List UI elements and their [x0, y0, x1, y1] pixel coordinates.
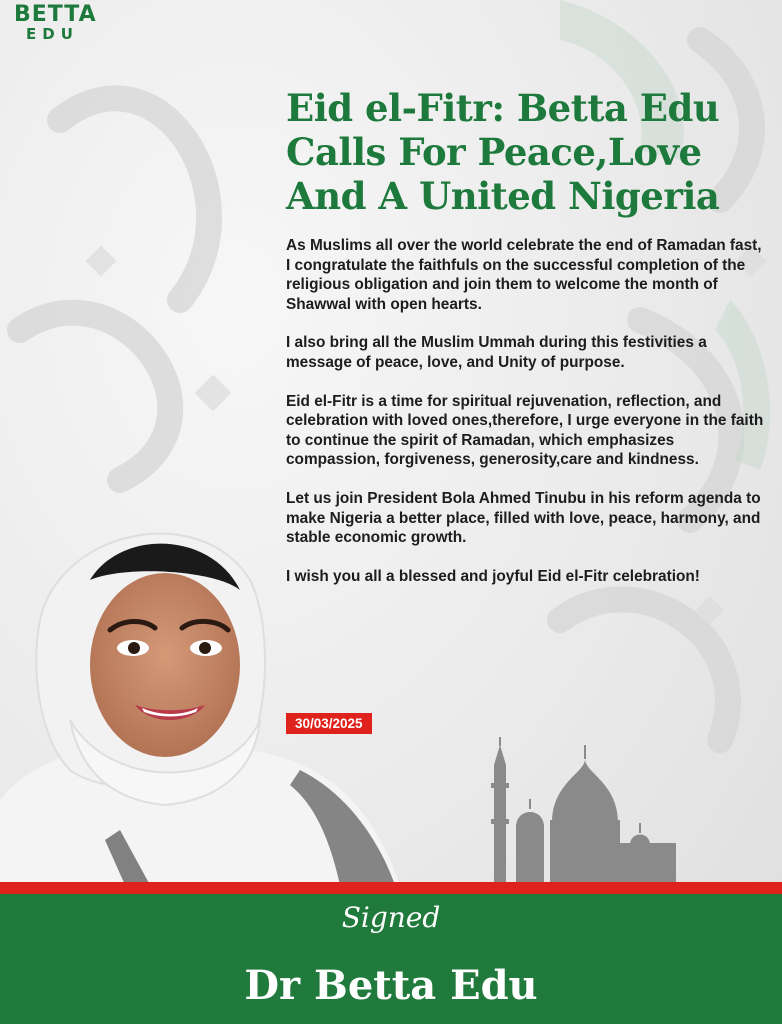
red-divider-band: [0, 882, 782, 894]
paragraph-2: I also bring all the Muslim Ummah during this festivities a message of peace, love, and Unity of purpose.: [286, 334, 707, 371]
paragraph-3: Eid el-Fitr is a time for spiritual rejuvenation, reflection, and celebration with loved ones,therefore, I urge everyone in the faith to continue the spirit of Ramadan, which emphasizes compassion, forgiveness, generosity,care and kindness.: [286, 392, 764, 469]
paragraph-4: Let us join President Bola Ahmed Tinubu in his reform agenda to make Nigeria a better place, filled with love, peace, harmony, and stable economic growth.: [286, 489, 761, 547]
paragraph-5: I wish you all a blessed and joyful Eid el-Fitr celebration!: [286, 567, 700, 585]
headline: Eid el-Fitr: Betta Edu Calls For Peace,Love And A United Nigeria: [286, 86, 720, 218]
mosque-icon: [480, 735, 680, 885]
date-badge: 30/03/2025: [286, 713, 372, 734]
logo-line-2: EDU: [26, 25, 79, 43]
portrait-photo: [0, 500, 420, 885]
logo-line-1: BETTA: [14, 2, 97, 27]
signer-name: Dr Betta Edu: [244, 962, 538, 1009]
signed-label: Signed: [341, 901, 441, 934]
brand-logo: [14, 4, 104, 46]
paragraph-1: As Muslims all over the world celebrate the end of Ramadan fast, I congratulate the faithfuls on the successful completion of the religious obligation and join them to welcome the month of Shawwal with open hearts.: [286, 237, 762, 313]
